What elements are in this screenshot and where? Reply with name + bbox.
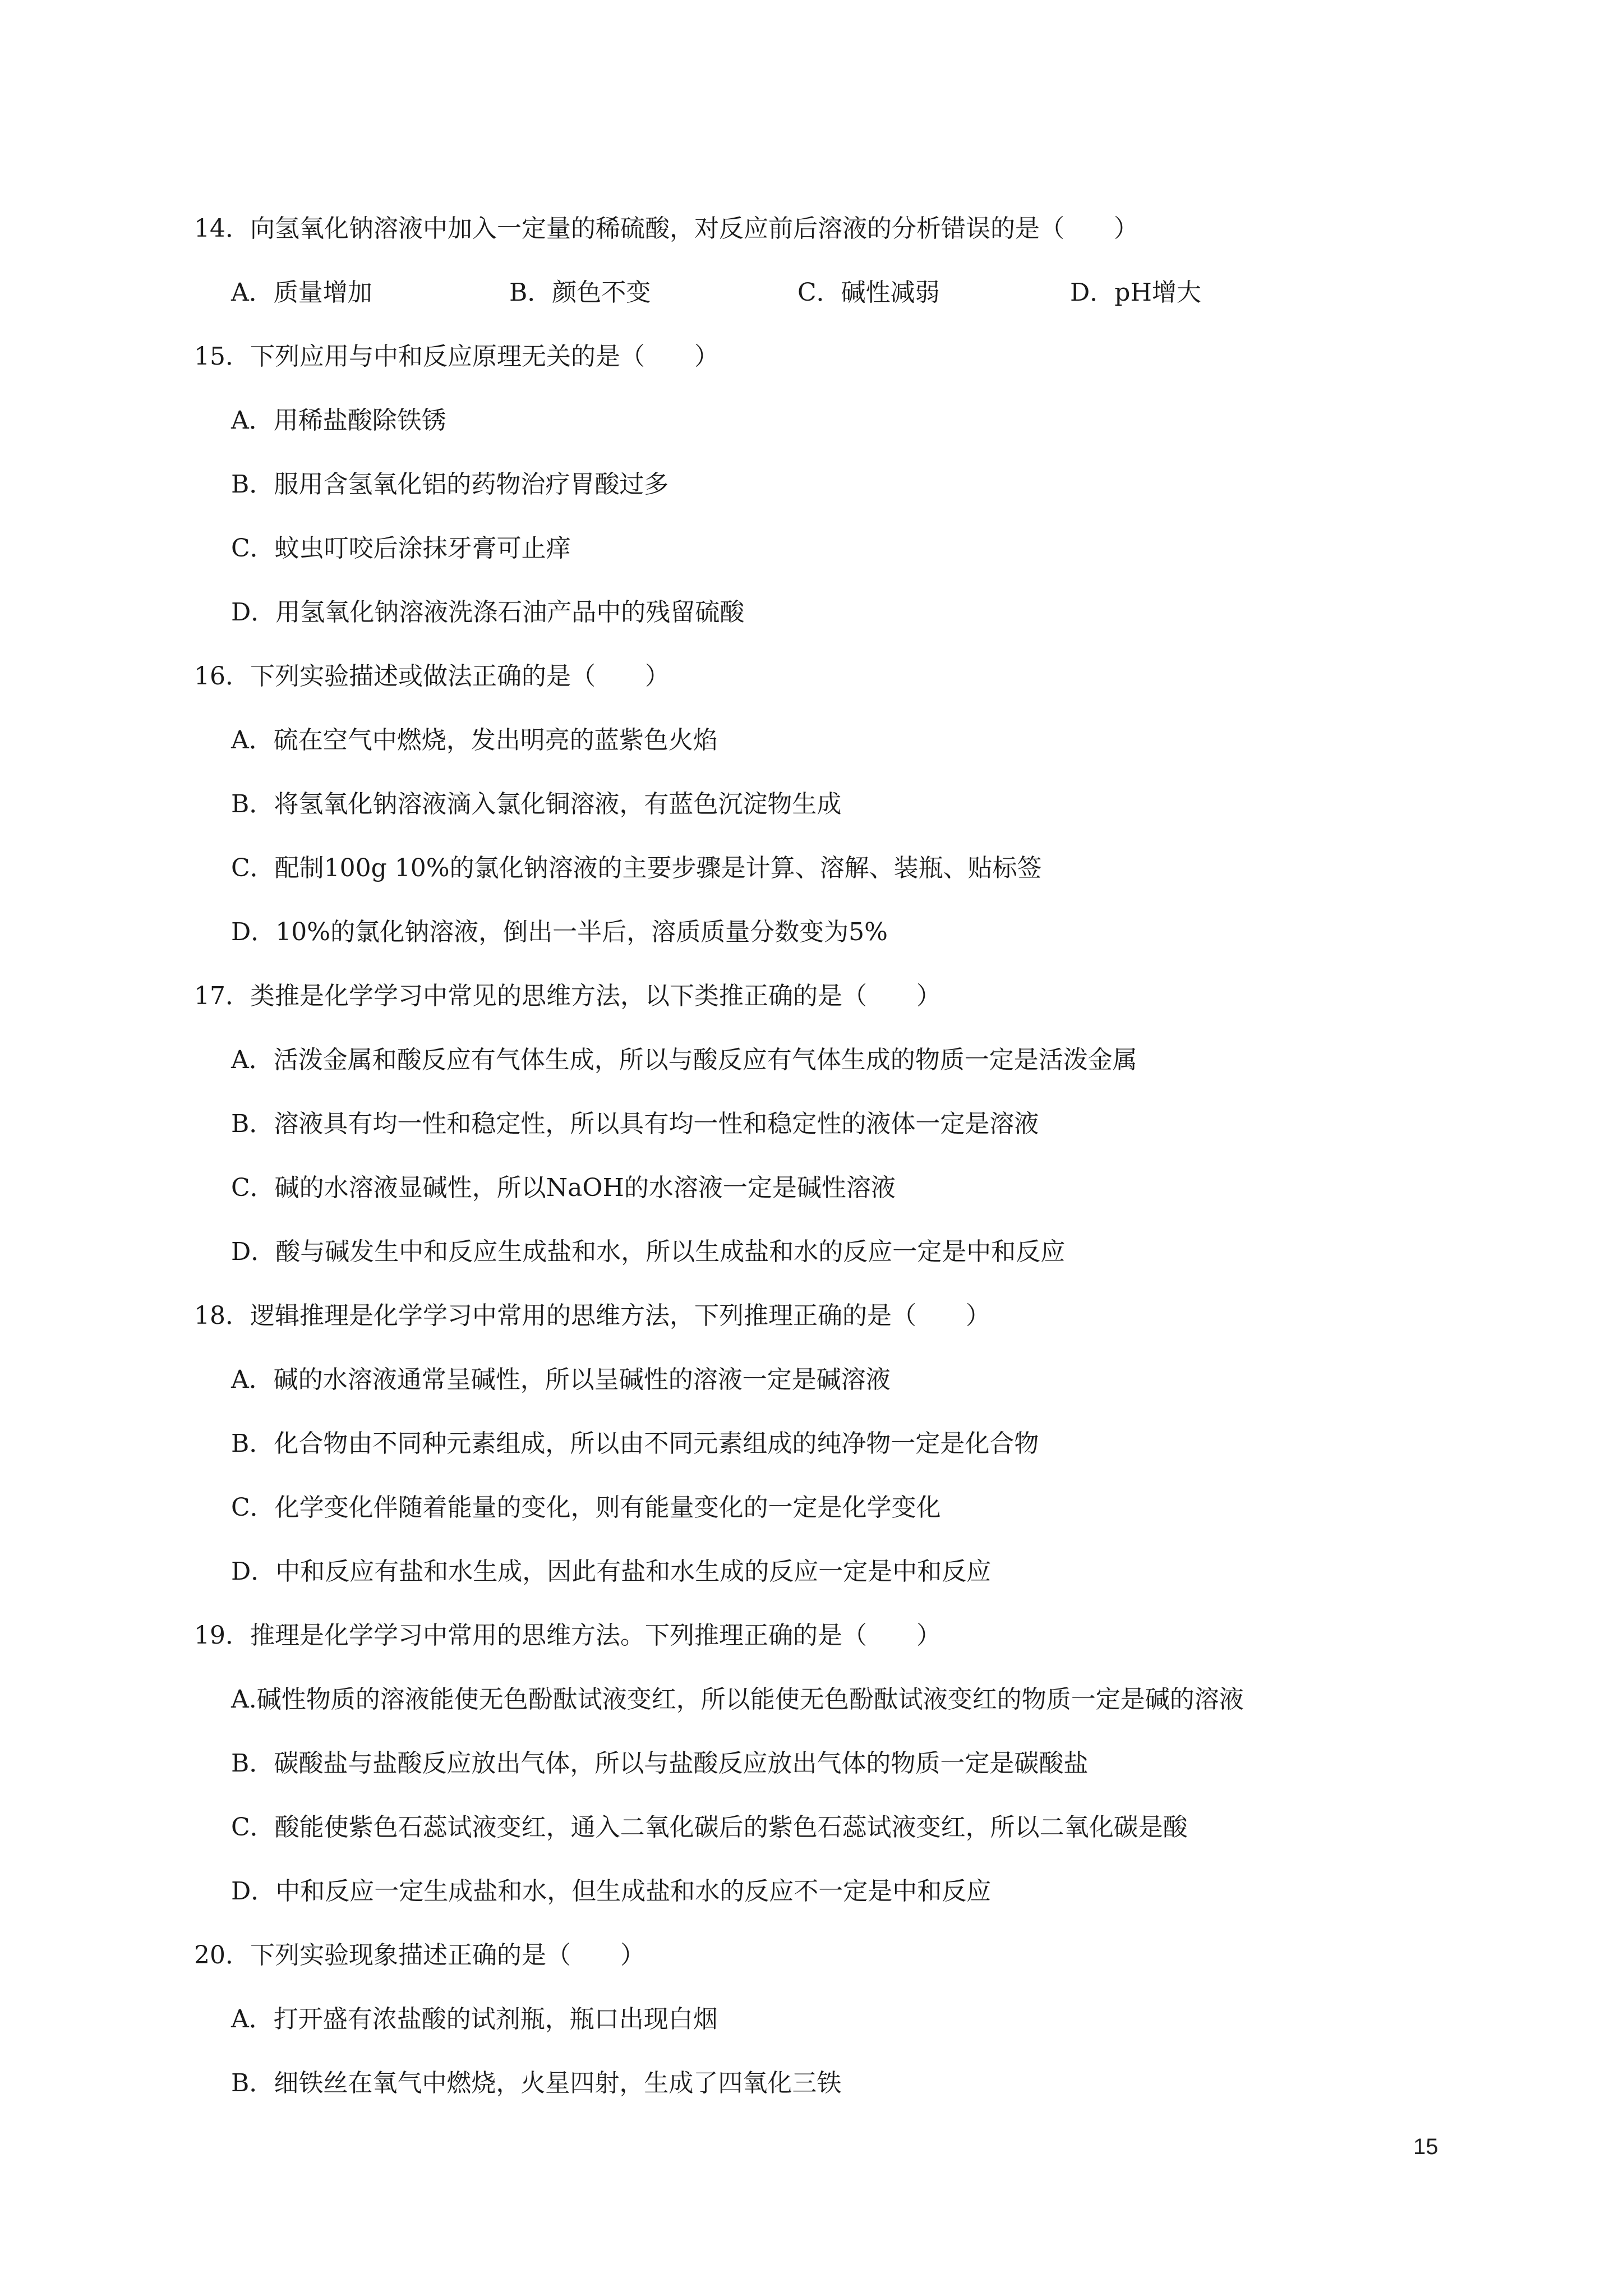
q18-option-c: C．化学变化伴随着能量的变化，则有能量变化的一定是化学变化 [231, 1493, 941, 1522]
q17-option-d: D．酸与碱发生中和反应生成盐和水，所以生成盐和水的反应一定是中和反应 [231, 1237, 1066, 1266]
q14-option-b: B．颜色不变 [509, 278, 651, 307]
q20-option-b: B．细铁丝在氧气中燃烧，火星四射，生成了四氧化三铁 [231, 2069, 842, 2097]
question-14-stem: 14．向氢氧化钠溶液中加入一定量的稀硫酸，对反应前后溶液的分析错误的是（ ） [194, 214, 1138, 243]
question-19-stem: 19．推理是化学学习中常用的思维方法。下列推理正确的是（ ） [194, 1621, 941, 1650]
q19-option-a: A.碱性物质的溶液能使无色酚酞试液变红，所以能使无色酚酞试液变红的物质一定是碱的溶液 [231, 1685, 1244, 1714]
page-number: 15 [1413, 2134, 1438, 2159]
q18-option-b: B．化合物由不同种元素组成，所以由不同元素组成的纯净物一定是化合物 [231, 1429, 1039, 1458]
q14-option-d: D．pH增大 [1070, 278, 1201, 307]
q19-option-d: D．中和反应一定生成盐和水，但生成盐和水的反应不一定是中和反应 [231, 1877, 992, 1906]
q18-option-d: D．中和反应有盐和水生成，因此有盐和水生成的反应一定是中和反应 [231, 1557, 992, 1586]
q15-option-d: D．用氢氧化钠溶液洗涤石油产品中的残留硫酸 [231, 598, 745, 627]
q18-option-a: A．碱的水溶液通常呈碱性，所以呈碱性的溶液一定是碱溶液 [231, 1365, 891, 1394]
q14-option-a: A．质量增加 [231, 278, 372, 307]
q17-option-b: B．溶液具有均一性和稳定性，所以具有均一性和稳定性的液体一定是溶液 [231, 1110, 1039, 1138]
q16-option-a: A．硫在空气中燃烧，发出明亮的蓝紫色火焰 [231, 726, 718, 754]
q15-option-c: C．蚊虫叮咬后涂抹牙膏可止痒 [231, 534, 571, 563]
q20-option-a: A．打开盛有浓盐酸的试剂瓶，瓶口出现白烟 [231, 2005, 718, 2033]
question-15-stem: 15．下列应用与中和反应原理无关的是（ ） [194, 342, 719, 371]
question-20-stem: 20．下列实验现象描述正确的是（ ） [194, 1941, 645, 1970]
q19-option-c: C．酸能使紫色石蕊试液变红，通入二氧化碳后的紫色石蕊试液变红，所以二氧化碳是酸 [231, 1813, 1188, 1842]
q19-option-b: B．碳酸盐与盐酸反应放出气体，所以与盐酸反应放出气体的物质一定是碳酸盐 [231, 1749, 1089, 1778]
q16-option-b: B．将氢氧化钠溶液滴入氯化铜溶液，有蓝色沉淀物生成 [231, 790, 842, 818]
q15-option-b: B．服用含氢氧化铝的药物治疗胃酸过多 [231, 470, 669, 499]
q15-option-a: A．用稀盐酸除铁锈 [231, 406, 446, 435]
q17-option-c: C．碱的水溶液显碱性，所以NaOH的水溶液一定是碱性溶液 [231, 1174, 896, 1202]
q16-option-c: C．配制100g 10%的氯化钠溶液的主要步骤是计算、溶解、装瓶、贴标签 [231, 854, 1042, 882]
q14-option-c: C．碱性减弱 [797, 278, 940, 307]
question-17-stem: 17．类推是化学学习中常见的思维方法，以下类推正确的是（ ） [194, 982, 941, 1010]
question-16-stem: 16．下列实验描述或做法正确的是（ ） [194, 662, 670, 691]
q17-option-a: A．活泼金属和酸反应有气体生成，所以与酸反应有气体生成的物质一定是活泼金属 [231, 1046, 1137, 1074]
q16-option-d: D．10%的氯化钠溶液，倒出一半后，溶质质量分数变为5% [231, 918, 888, 946]
question-18-stem: 18．逻辑推理是化学学习中常用的思维方法，下列推理正确的是（ ） [194, 1301, 990, 1330]
